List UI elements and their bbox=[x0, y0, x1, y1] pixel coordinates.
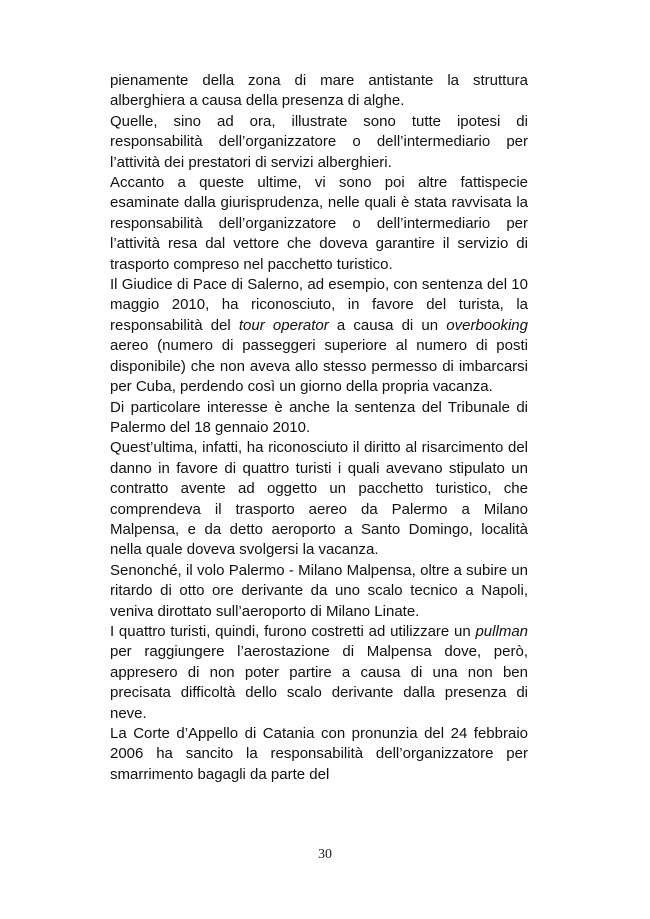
text-segment: a causa di un bbox=[328, 316, 447, 334]
italic-term: overbooking bbox=[446, 316, 528, 334]
paragraph bbox=[110, 112, 528, 173]
text-segment: per raggiungere l’aerostazione di Malpensa dove, però, appresero di non poter partire a causa di una non ben precisata difficoltà dello scalo derivante dalla presenza di neve. bbox=[110, 643, 528, 722]
text-segment: Accanto a queste ultime, vi sono poi altre fattispecie esaminate dalla giurisprudenza, nelle quali è stata ravvisata la responsabilità dell’organizzatore o dell’intermediario per l’attività resa dal vettore che doveva garantire il servizio di trasporto compreso nel pacchetto turistico. bbox=[110, 174, 528, 273]
text-segment: Il Giudice di Pace di Salerno, ad esempio, con sentenza del 10 maggio 2010, ha riconosciuto, in favore del turista, la responsabilità del bbox=[110, 276, 528, 334]
text-segment: Quelle, sino ad ora, illustrate sono tutte ipotesi di responsabilità dell’organizzatore o dell’intermediario per l’attività dei prestatori di servizi alberghieri. bbox=[110, 112, 528, 171]
page-number: 30 bbox=[318, 847, 332, 862]
text-segment: I quattro turisti, quindi, furono costretti ad utilizzare un bbox=[110, 622, 476, 640]
text-segment: aereo (numero di passeggeri superiore al numero di posti disponibile) che non aveva allo stesso permesso di imbarcarsi per Cuba, perdendo così un giorno della propria vacanza. bbox=[110, 337, 528, 396]
italic-term: tour operator bbox=[238, 316, 329, 334]
italic-term: pullman bbox=[475, 622, 528, 640]
paragraph bbox=[110, 561, 528, 622]
paragraph bbox=[110, 398, 528, 439]
paragraph bbox=[110, 173, 528, 275]
text-segment: Senonché, il volo Palermo - Milano Malpensa, oltre a subire un ritardo di otto ore derivante da uno scalo tecnico a Napoli, veniva dirottato sull’aeroporto di Milano Linate. bbox=[110, 561, 528, 620]
text-segment: La Corte d’Appello di Catania con pronunzia del 24 febbraio 2006 ha sancito la responsabilità dell’organizzatore per smarrimento bagagli da parte del bbox=[110, 725, 528, 783]
paragraph bbox=[110, 724, 528, 785]
paragraph bbox=[110, 71, 528, 112]
paragraph bbox=[110, 622, 528, 724]
text-segment: Quest’ultima, infatti, ha riconosciuto il diritto al risarcimento del danno in favore di quattro turisti i quali avevano stipulato un contratto avente ad oggetto un pacchetto turistico, che comprendeva il trasporto aereo da Palermo a Milano Malpensa, e da detto aeroporto a Santo Domingo, località nella quale doveva svolgersi la vacanza. bbox=[110, 439, 528, 559]
text-segment: pienamente della zona di mare antistante la struttura alberghiera a causa della presenza di alghe. bbox=[110, 72, 528, 110]
paragraph bbox=[110, 275, 528, 397]
text-segment: Di particolare interesse è anche la sentenza del Tribunale di Palermo del 18 gennaio 2010. bbox=[110, 398, 528, 436]
body-text bbox=[110, 71, 528, 785]
paragraph bbox=[110, 438, 528, 560]
